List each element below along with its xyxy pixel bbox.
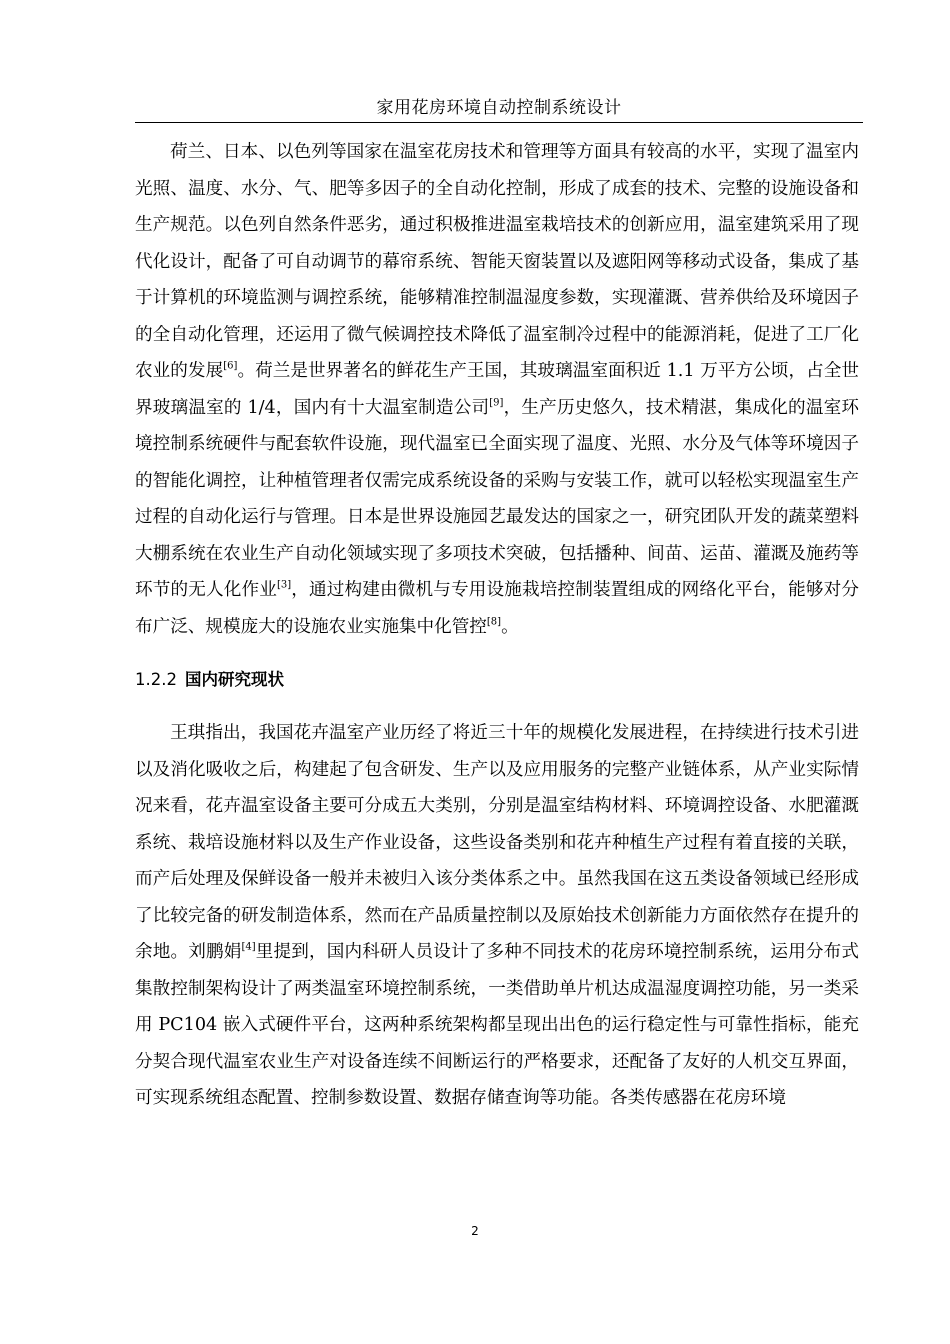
document-body: [135, 134, 859, 1117]
section-number: 1.2.2: [135, 670, 177, 689]
citation: [3]: [276, 579, 292, 591]
paragraph-text: 里提到，国内科研人员设计了多种不同技术的花房环境控制系统，运用分布式集散控制架构设计了两类温室环境控制系统，一类借助单片机达成温湿度调控功能，另一类采用 PC104 嵌入式硬件平台，这两种系统架构都呈现出出色的运行稳定性与可靠性指标，能充分契合现代温室农业生产对设备连续不间断运行的严格要求，还配备了友好的人机交互界面，可实现系统组态配置、控制参数设置、数据存储查询等功能。各类传感器在花房环境: [135, 942, 859, 1108]
paragraph-text: 王琪指出，我国花卉温室产业历经了将近三十年的规模化发展进程，在持续进行技术引进以及消化吸收之后，构建起了包含研发、生产以及应用服务的完整产业链体系，从产业实际情况来看，花卉温室设备主要可分成五大类别，分别是温室结构材料、环境调控设备、水肥灌溉系统、栽培设施材料以及生产作业设备，这些设备类别和花卉种植生产过程有着直接的关联，而产后处理及保鲜设备一般并未被归入该分类体系之中。虽然我国在这五类设备领域已经形成了比较完备的研发制造体系，然而在产品质量控制以及原始技术创新能力方面依然存在提升的余地。刘鹏娟: [135, 723, 859, 962]
paragraph-text: 荷兰、日本、以色列等国家在温室花房技术和管理等方面具有较高的水平，实现了温室内光照、温度、水分、气、肥等多因子的全自动化控制，形成了成套的技术、完整的设施设备和生产规范。以色列自然条件恶劣，通过积极推进温室栽培技术的创新应用，温室建筑采用了现代化设计，配备了可自动调节的幕帘系统、智能天窗装置以及遮阳网等移动式设备，集成了基于计算机的环境监测与调控系统，能够精准控制温湿度参数，实现灌溉、营养供给及环境因子的全自动化管理，还运用了微气候调控技术降低了温室制冷过程中的能源消耗，促进了工厂化农业的发展: [135, 142, 859, 381]
section-title: 国内研究现状: [184, 670, 284, 689]
citation: [9]: [489, 397, 504, 408]
section-heading: [135, 645, 859, 715]
paragraph-text: 。: [501, 616, 519, 637]
paragraph-text: ，生产历史悠久，技术精湛，集成化的温室环境控制系统硬件与配套软件设施，现代温室已全面实现了温度、光照、水分及气体等环境因子的智能化调控，让种植管理者仅需完成系统设备的采购与安装工作，就可以轻松实现温室生产过程的自动化运行与管理。日本是世界设施园艺最发达的国家之一，研究团队开发的蔬菜塑料大棚系统在农业生产自动化领域实现了多项技术突破，包括播种、间苗、运苗、灌溉及施药等环节的无人化作业: [135, 397, 859, 600]
paragraph-text: ，通过构建由微机与专用设施栽培控制装置组成的网络化平台，能够对分布广泛、规模庞大的设施农业实施集中化管控: [135, 580, 859, 637]
citation: [6]: [223, 360, 238, 372]
paragraph-domestic-research: [135, 715, 859, 1117]
header-title: 家用花房环境自动控制系统设计: [376, 98, 622, 118]
paragraph-foreign-research: [135, 134, 859, 645]
page-header: [135, 88, 863, 123]
citation: [4]: [241, 941, 256, 953]
citation: [8]: [486, 616, 502, 627]
paragraph-text: 。荷兰是世界著名的鲜花生产王国，其玻璃温室面积近 1.1 万平方公顷，占全世界玻璃温室的 1/4，国内有十大温室制造公司: [135, 361, 859, 418]
page-number: 2: [471, 1224, 479, 1238]
